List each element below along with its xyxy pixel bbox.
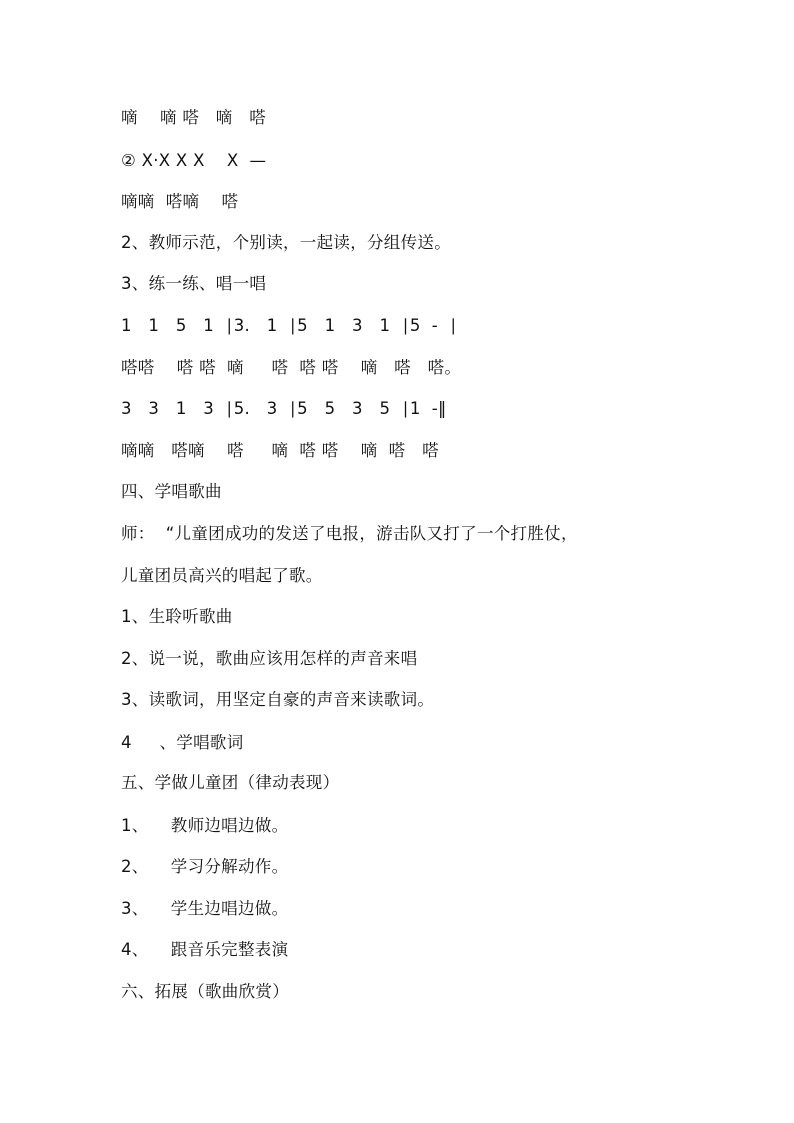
notation-syllables-line-2: 嘀嘀 嗒嘀 嗒 嘀 嗒 嗒 嘀 嗒 嗒 [121, 441, 439, 460]
section-4-heading: 四、学唱歌曲 [121, 482, 222, 501]
rhythm-syllables-line-1: 嘀 嘀 嗒 嘀 嗒 [121, 108, 266, 127]
section-4-step-1: 1、生聆听歌曲 [121, 607, 233, 626]
notation-line-1: 1 1 5 1 ∣3. 1 ∣5 1 3 1 ∣5 - ∣ [121, 316, 458, 335]
section-4-step-3: 3、读歌词，用坚定自豪的声音来读歌词。 [121, 690, 435, 709]
teacher-quote: 师： “儿童团成功的发送了电报，游击队又打了一个打胜仗， [121, 524, 578, 543]
rhythm-pattern-2: ② X·X X X X — [121, 151, 267, 170]
section-5-heading: 五、学做儿童团（律动表现） [121, 773, 340, 792]
section-5-step-4: 4、 跟音乐完整表演 [121, 940, 289, 959]
section-5-step-2: 2、 学习分解动作。 [121, 857, 289, 876]
notation-line-2: 3 3 1 3 ∣5. 3 ∣5 5 3 5 ∣1 -‖ [121, 399, 447, 418]
section-4-step-4: 4 、学唱歌词 [121, 733, 244, 752]
rhythm-syllables-line-2: 嘀嘀 嗒嘀 嗒 [121, 192, 239, 211]
section-6-heading: 六、拓展（歌曲欣赏） [121, 982, 289, 1001]
section-4-step-2: 2、说一说，歌曲应该用怎样的声音来唱 [121, 649, 418, 668]
notation-syllables-line-1: 嗒嗒 嗒 嗒 嘀 嗒 嗒 嗒 嘀 嗒 嗒。 [121, 358, 462, 377]
teacher-quote-continued: 儿童团员高兴的唱起了歌。 [121, 566, 323, 585]
section-5-step-3: 3、 学生边唱边做。 [121, 899, 289, 918]
step-2-teacher-demo: 2、教师示范，个别读，一起读，分组传送。 [121, 233, 451, 252]
step-3-practice-sing: 3、练一练、唱一唱 [121, 274, 267, 293]
section-5-step-1: 1、 教师边唱边做。 [121, 816, 289, 835]
